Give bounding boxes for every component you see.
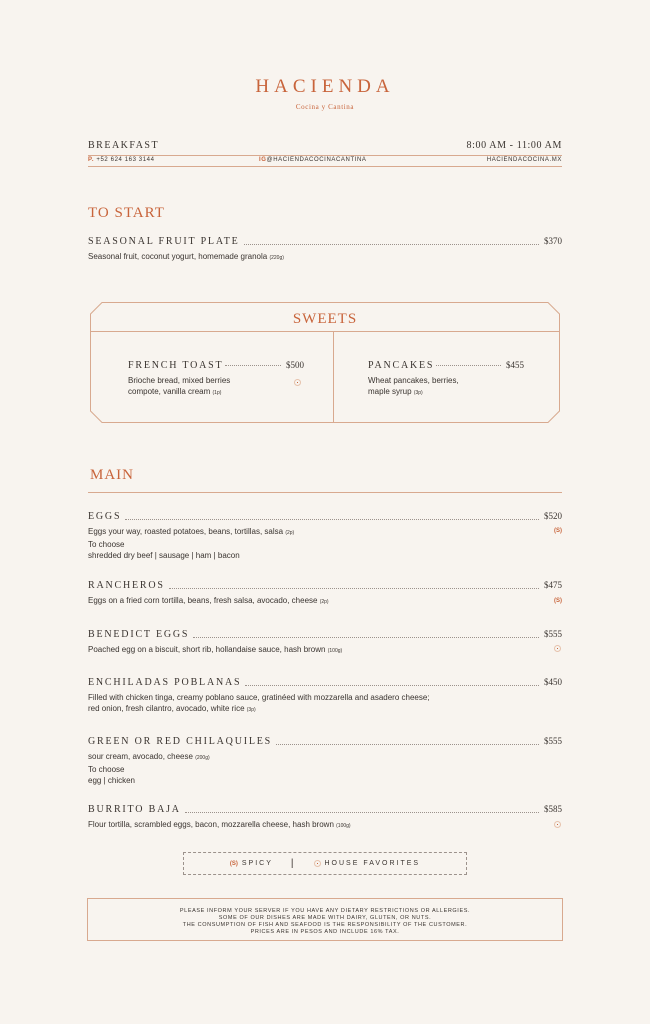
item-price: $475 bbox=[544, 580, 562, 590]
item-choices: shredded dry beef | sausage | ham | bacon bbox=[88, 551, 240, 560]
spicy-icon: (S) bbox=[229, 860, 238, 867]
item-name: GREEN OR RED CHILAQUILES bbox=[88, 736, 273, 747]
dot-leader bbox=[125, 519, 539, 520]
dot-leader bbox=[169, 588, 539, 589]
restaurant-tagline: Cocina y Cantina bbox=[295, 103, 355, 111]
legend-separator: | bbox=[290, 858, 296, 869]
item-portion: (220g) bbox=[269, 255, 284, 261]
item-portion: (100g) bbox=[327, 648, 343, 654]
phone-contact bbox=[88, 157, 155, 163]
menu-item bbox=[88, 677, 562, 716]
item-description: Wheat pancakes, berries, maple syrup (3p) bbox=[368, 376, 459, 396]
item-name: RANCHEROS bbox=[88, 580, 165, 591]
item-price: $455 bbox=[506, 360, 524, 370]
legend-favorites-label: HOUSE FAVORITES bbox=[324, 860, 421, 867]
dot-leader bbox=[225, 365, 281, 366]
dot-leader bbox=[185, 812, 539, 813]
item-name: FRENCH TOAST bbox=[128, 360, 224, 371]
menu-item bbox=[88, 804, 562, 832]
ig-prefix: IG bbox=[259, 157, 267, 163]
website-link[interactable]: HACIENDACOCINA.MX bbox=[486, 157, 562, 163]
house-favorite-icon bbox=[314, 860, 321, 867]
legend-spicy-label: SPICY bbox=[241, 860, 273, 867]
dot-leader bbox=[436, 365, 501, 366]
dot-leader bbox=[245, 685, 539, 686]
item-description: Eggs your way, roasted potatoes, beans, tortillas, salsa (2p) To choose shredded dry beef | sausage | ham | bacon bbox=[88, 527, 295, 560]
item-description: Seasonal fruit, coconut yogurt, homemade granola (220g) bbox=[88, 252, 284, 261]
item-portion: (2p) bbox=[319, 599, 329, 605]
notice-line: SOME OF OUR DISHES ARE MADE WITH DAIRY, GLUTEN, OR NUTS. bbox=[218, 915, 432, 921]
item-portion: (1p) bbox=[212, 390, 222, 396]
item-description: Eggs on a fried corn tortilla, beans, fresh salsa, avocado, cheese (2p) bbox=[88, 596, 329, 605]
item-name: BURRITO BAJA bbox=[88, 804, 181, 815]
notice-line: PLEASE INFORM YOUR SERVER IF YOU HAVE ANY DIETARY RESTRICTIONS OR ALLERGIES. bbox=[179, 908, 471, 914]
item-description: Poached egg on a biscuit, short rib, hollandaise sauce, hash brown (100g) bbox=[88, 645, 343, 654]
item-price: $450 bbox=[544, 677, 562, 687]
menu-item bbox=[368, 360, 524, 399]
notice-line: THE CONSUMPTION OF FISH AND SEAFOOD IS THE RESPONSIBILITY OF THE CUSTOMER. bbox=[182, 922, 468, 928]
service-hours: 8:00 AM - 11:00 AM bbox=[466, 140, 562, 151]
spicy-mark: (S) bbox=[554, 528, 562, 534]
item-choices: egg | chicken bbox=[88, 776, 135, 785]
menu-header bbox=[88, 140, 562, 168]
dot-leader bbox=[193, 637, 539, 638]
item-portion: (2p) bbox=[285, 530, 295, 536]
item-price: $585 bbox=[544, 804, 562, 814]
item-description: Filled with chicken tinga, creamy poblano sauce, gratinéed with mozzarella and asadero cheese; red onion, fresh cilantro, avocado, white rice (3p) bbox=[88, 693, 430, 713]
item-portion: (3p) bbox=[246, 707, 256, 713]
ig-handle: @HACIENDACOCINACANTINA bbox=[266, 157, 367, 163]
house-favorite-icon bbox=[554, 645, 561, 652]
menu-item bbox=[88, 236, 562, 264]
sweets-box bbox=[90, 302, 560, 423]
item-portion: (100g) bbox=[336, 823, 351, 829]
menu-item bbox=[88, 736, 562, 786]
item-description: sour cream, avocado, cheese (200g) To choose egg | chicken bbox=[88, 752, 210, 785]
item-portion: (3p) bbox=[413, 390, 423, 396]
item-price: $555 bbox=[544, 629, 562, 639]
dot-leader bbox=[276, 744, 539, 745]
section-title-to-start: TO START bbox=[88, 205, 165, 221]
house-favorite-icon bbox=[554, 821, 561, 828]
item-name: SEASONAL FRUIT PLATE bbox=[88, 236, 240, 247]
section-title-main: MAIN bbox=[90, 467, 134, 483]
menu-item bbox=[88, 580, 562, 608]
menu-item bbox=[128, 360, 304, 399]
phone-prefix: P. bbox=[88, 157, 95, 163]
legend bbox=[183, 852, 467, 875]
menu-item bbox=[88, 629, 562, 657]
item-name: ENCHILADAS POBLANAS bbox=[88, 677, 242, 688]
notice-line: PRICES ARE IN PESOS AND INCLUDE 16% TAX. bbox=[250, 929, 400, 935]
item-choice-label: To choose bbox=[88, 540, 125, 549]
item-price: $500 bbox=[286, 360, 304, 370]
divider bbox=[88, 166, 562, 167]
menu-item bbox=[88, 511, 562, 561]
divider bbox=[88, 492, 562, 493]
item-price: $370 bbox=[544, 236, 562, 246]
item-price: $520 bbox=[544, 511, 562, 521]
item-price: $555 bbox=[544, 736, 562, 746]
item-portion: (200g) bbox=[195, 755, 210, 761]
item-choice-label: To choose bbox=[88, 765, 125, 774]
meal-title: BREAKFAST bbox=[88, 140, 160, 151]
legend-spicy bbox=[230, 860, 273, 867]
section-title-sweets: SWEETS bbox=[292, 311, 358, 327]
instagram-contact[interactable] bbox=[259, 157, 367, 163]
item-description: Flour tortilla, scrambled eggs, bacon, mozzarella cheese, hash brown (100g) bbox=[88, 820, 351, 829]
house-favorite-icon bbox=[294, 379, 301, 386]
phone-number: +52 624 163 3144 bbox=[96, 157, 155, 163]
legend-favorites bbox=[314, 860, 421, 867]
dietary-notice bbox=[87, 898, 563, 941]
divider bbox=[88, 155, 562, 156]
item-description: Brioche bread, mixed berries compote, vanilla cream (1p) bbox=[128, 376, 231, 396]
dot-leader bbox=[244, 244, 539, 245]
item-name: BENEDICT EGGS bbox=[88, 629, 190, 640]
restaurant-name: HACIENDA bbox=[255, 76, 395, 97]
item-name: EGGS bbox=[88, 511, 122, 522]
spicy-mark: (S) bbox=[554, 598, 562, 604]
item-name: PANCAKES bbox=[368, 360, 435, 371]
